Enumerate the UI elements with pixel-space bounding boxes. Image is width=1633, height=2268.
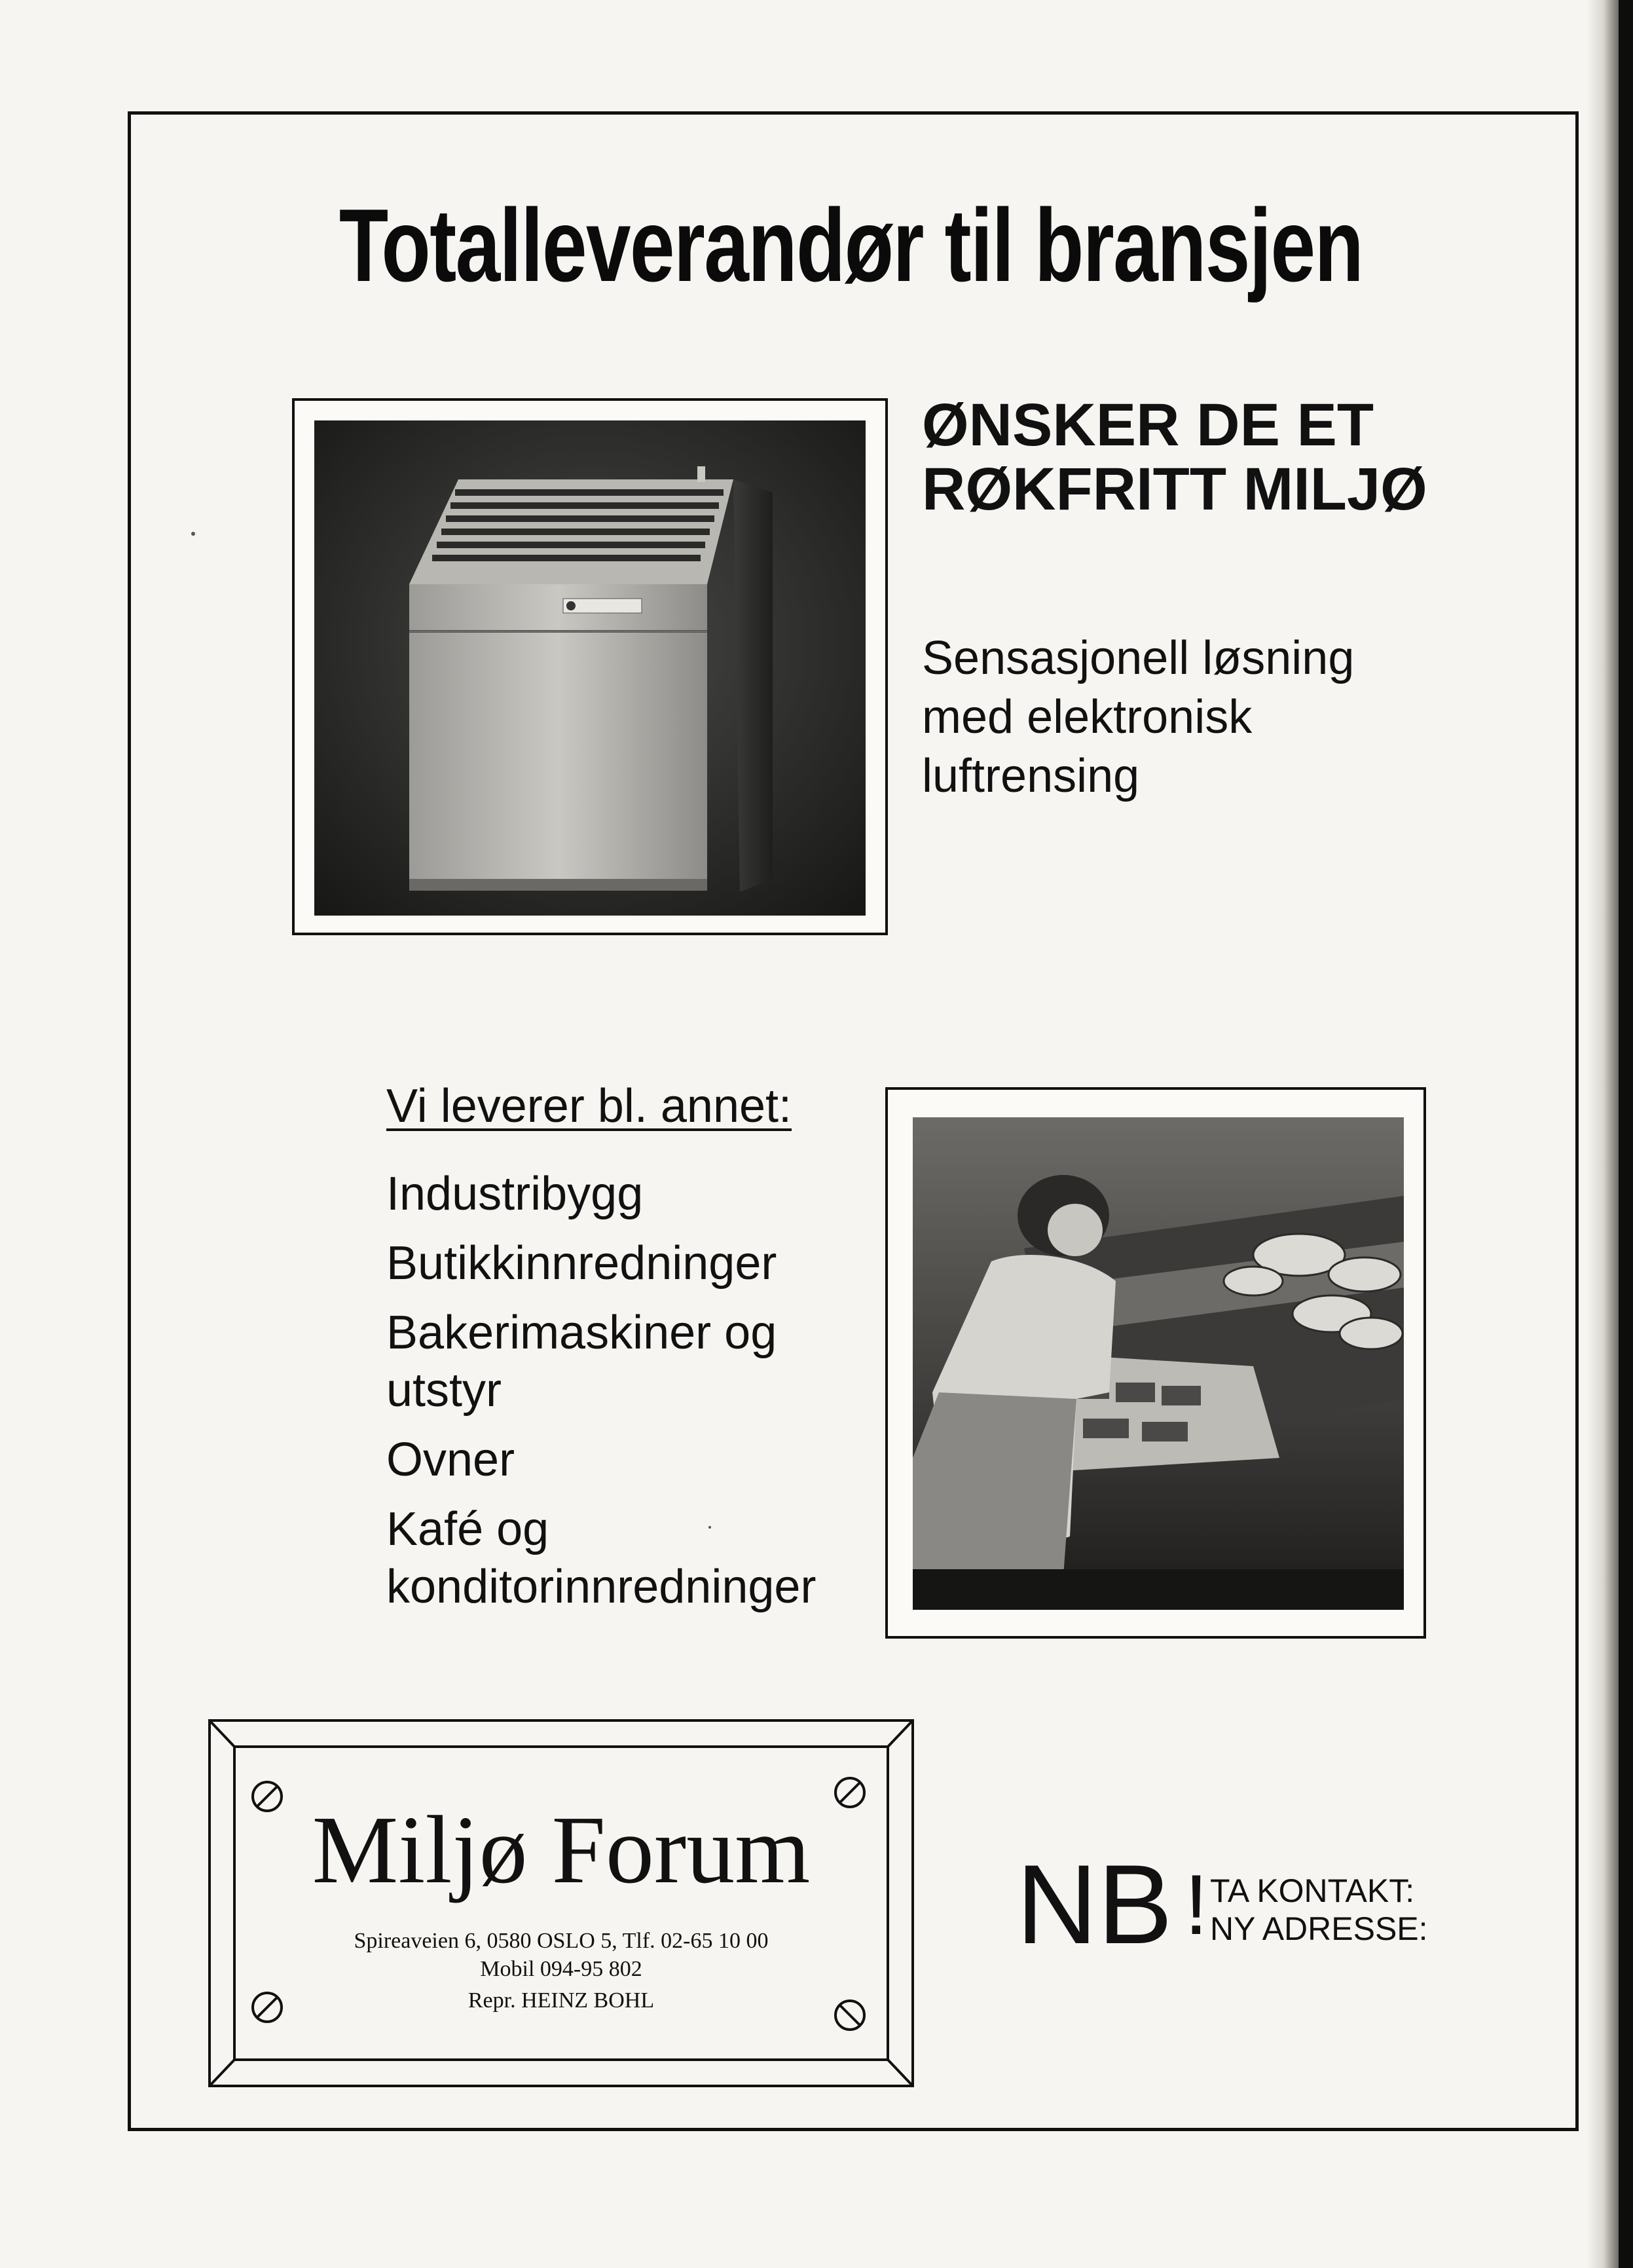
nb-exclamation: !: [1184, 1857, 1209, 1952]
bakery-counter-photo: [913, 1117, 1404, 1610]
nb-label: NB: [1016, 1842, 1173, 1967]
contact-line-1: TA KONTAKT:: [1210, 1872, 1415, 1909]
question-line-1: ØNSKER DE ET: [922, 392, 1374, 458]
print-speck: [708, 1526, 711, 1529]
air-cleaner-photo: [314, 420, 866, 916]
contact-line-2: NY ADRESSE:: [1210, 1910, 1428, 1947]
product-item: konditorinnredninger: [386, 1561, 816, 1613]
product-item: utstyr: [386, 1364, 502, 1417]
product-item: Butikkinnredninger: [386, 1237, 777, 1290]
product-item: Bakerimaskiner og: [386, 1307, 777, 1359]
product-item: Ovner: [386, 1434, 515, 1486]
feature-description: [922, 629, 1354, 806]
product-item: Industribygg: [386, 1168, 644, 1220]
page-spine-edge: [1619, 0, 1633, 2268]
nb-notice: [1016, 1842, 1209, 1967]
product-list-heading: Vi leverer bl. annet:: [386, 1080, 792, 1132]
question-line-2: RØKFRITT MILJØ: [922, 456, 1427, 523]
ad-headline: Totalleverandør til bransjen: [339, 188, 1363, 303]
product-list: [386, 1077, 816, 1616]
company-name: Miljø Forum: [312, 1796, 811, 1904]
print-speck: [191, 532, 195, 536]
air-cleaner-photo-frame: [292, 398, 888, 935]
description-line-2: med elektronisk: [922, 691, 1253, 743]
contact-notice: [1210, 1872, 1428, 1948]
company-representative: Repr. HEINZ BOHL: [468, 1988, 655, 2013]
company-mobile: Mobil 094-95 802: [480, 1957, 642, 1981]
bakery-photo-frame: [885, 1087, 1426, 1639]
product-item: Kafé og: [386, 1503, 549, 1555]
company-address: Spireaveien 6, 0580 OSLO 5, Tlf. 02-65 10 00: [354, 1929, 769, 1953]
description-line-1: Sensasjonell løsning: [922, 632, 1355, 684]
smoke-free-question: [922, 393, 1427, 521]
description-line-3: luftrensing: [922, 750, 1140, 802]
